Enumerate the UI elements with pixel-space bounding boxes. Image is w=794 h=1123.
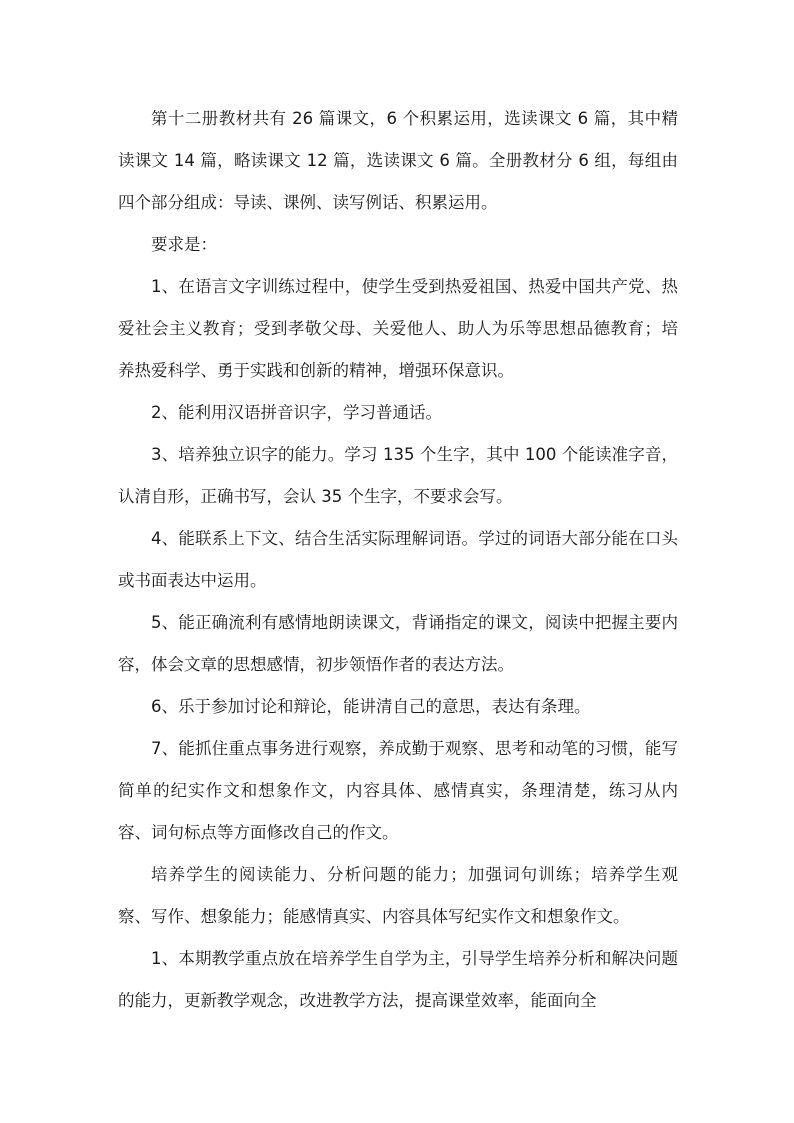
paragraph-teaching-measure-1: 1、本期教学重点放在培养学生自学为主，引导学生培养分析和解决问题的能力，更新教学观念，改进教学方法，提高课堂效率，能面向全 — [118, 949, 678, 1010]
document-body — [118, 98, 678, 1022]
paragraph-textbook-overview: 第十二册教材共有 26 篇课文，6 个积累运用，选读课文 6 篇，其中精读课文 14 篇，略读课文 12 篇，选读课文 6 篇。全册教材分 6 组，每组由四个部分组成：导读、课例、读写例话、积累运用。 — [118, 109, 678, 212]
paragraph-requirement-4: 4、能联系上下文、结合生活实际理解词语。学过的词语大部分能在口头或书面表达中运用。 — [118, 529, 678, 590]
paragraph-requirement-1: 1、在语言文字训练过程中，使学生受到热爱祖国、热爱中国共产党、热爱社会主义教育；受到孝敬父母、关爱他人、助人为乐等思想品德教育；培养热爱科学、勇于实践和创新的精神，增强环保意识。 — [118, 277, 678, 380]
paragraph-requirement-6: 6、乐于参加讨论和辩论，能讲清自己的意思，表达有条理。 — [151, 697, 591, 716]
paragraph-requirement-3: 3、培养独立识字的能力。学习 135 个生字，其中 100 个能读准字音，认清自形，正确书写，会认 35 个生字，不要求会写。 — [118, 445, 678, 506]
paragraph-requirement-5: 5、能正确流利有感情地朗读课文，背诵指定的课文，阅读中把握主要内容，体会文章的思想感情，初步领悟作者的表达方法。 — [118, 613, 678, 674]
paragraph-requirement-2: 2、能利用汉语拼音识字，学习普通话。 — [151, 403, 442, 422]
paragraph-key-points: 培养学生的阅读能力、分析问题的能力；加强词句训练；培养学生观察、写作、想象能力；能感情真实、内容具体写纪实作文和想象作文。 — [118, 865, 678, 926]
paragraph-requirement-7: 7、能抓住重点事务进行观察，养成勤于观察、思考和动笔的习惯，能写简单的纪实作文和想象作文，内容具体、感情真实，条理清楚，练习从内容、词句标点等方面修改自己的作文。 — [118, 739, 678, 842]
paragraph-requirements-heading: 要求是： — [151, 235, 217, 254]
